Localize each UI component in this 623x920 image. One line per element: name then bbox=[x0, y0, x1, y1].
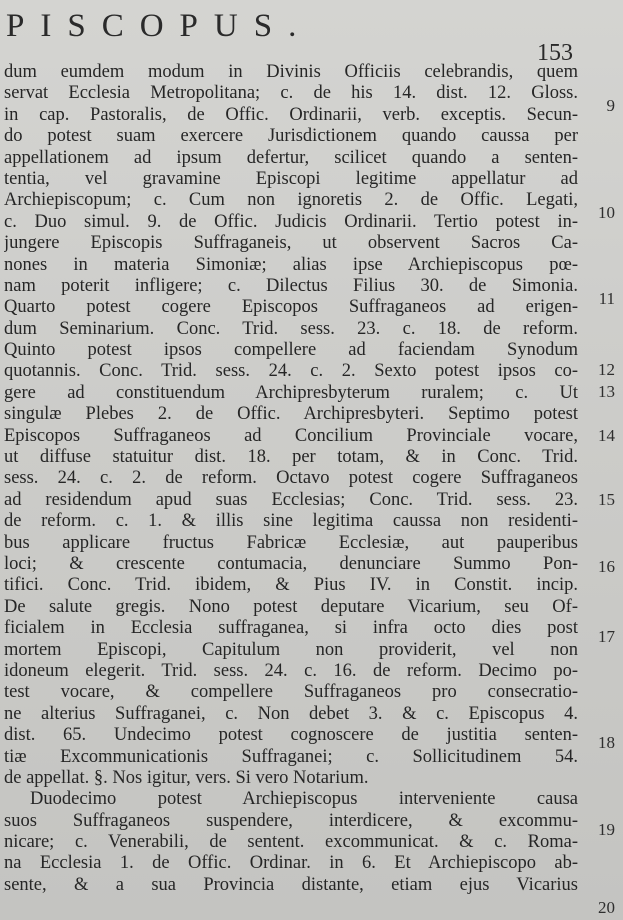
text-line: quotannis. Conc. Trid. sess. 24. c. 2. Sexto potest ipsos co- bbox=[4, 361, 578, 382]
text-line: in cap. Pastoralis, de Offic. Ordinarii, verb. exceptis. Secun- bbox=[4, 104, 578, 125]
text-line: loci; & crescente contumacia, denunciare Summo Pon- bbox=[4, 553, 578, 574]
text-line: de appellat. §. Nos igitur, vers. Si vero Notarium. bbox=[4, 767, 369, 788]
text-line: ad residendum apud suas Ecclesias; Conc. Trid. sess. 23. bbox=[4, 489, 578, 510]
text-line: jungere Episcopis Suffraganeis, ut observent Sacros Ca- bbox=[4, 233, 578, 254]
text-line: tifici. Conc. Trid. ibidem, & Pius IV. in Constit. incip. bbox=[4, 575, 578, 596]
text-line: Quarto potest cogere Episcopos Suffraganeos ad erigen- bbox=[4, 297, 578, 318]
text-line: De salute gregis. Nono potest deputare Vicarium, seu Of- bbox=[4, 596, 578, 617]
text-line: tiæ Excommunicationis Suffraganei; c. Sollicitudinem 54. bbox=[4, 746, 578, 767]
text-line: na Ecclesia 1. de Offic. Ordinar. in 6. Et Archiepiscopo ab- bbox=[4, 853, 578, 874]
text-line: sess. 24. c. 2. de reform. Octavo potest cogere Suffraganeos bbox=[4, 468, 578, 489]
text-line: nicare; c. Venerabili, de sentent. excommunicat. & c. Roma- bbox=[4, 832, 578, 853]
text-line: suos Suffraganeos suspendere, interdicere, & excommu- bbox=[4, 810, 578, 831]
text-line: idoneum elegerit. Trid. sess. 24. c. 16. de reform. Decimo po- bbox=[4, 660, 578, 681]
margin-number: 17 bbox=[598, 627, 615, 646]
text-line: tentia, vel gravamine Episcopi legitime appellatur ad bbox=[4, 168, 578, 189]
text-line: gere ad constituendum Archipresbyterum ruralem; c. Ut bbox=[4, 382, 578, 403]
text-line: ficialem in Ecclesia suffraganea, si infra octo dies post bbox=[4, 618, 578, 639]
margin-number: 14 bbox=[598, 426, 615, 445]
margin-number: 15 bbox=[598, 490, 615, 509]
text-line: Quinto potest ipsos compellere ad faciendam Synodum bbox=[4, 340, 578, 361]
margin-number: 9 bbox=[606, 96, 615, 115]
text-line: Duodecimo potest Archiepiscopus interveniente causa bbox=[30, 789, 578, 810]
margin-number: 10 bbox=[598, 203, 615, 222]
margin-number: 13 bbox=[598, 382, 615, 401]
text-line: dum eumdem modum in Divinis Officiis celebrandis, quem bbox=[4, 62, 578, 82]
margin-number: 16 bbox=[598, 557, 615, 576]
text-line: sente, & a sua Provincia distante, etiam ejus Vicarius bbox=[4, 874, 578, 895]
text-line: nones in materia Simoniæ; alias ipse Archiepiscopus pœ- bbox=[4, 254, 578, 275]
text-line: Episcopos Suffraganeos ad Concilium Provinciale vocare, bbox=[4, 425, 578, 446]
text-line: test vocare, & compellere Suffraganeos pro consecratio- bbox=[4, 682, 578, 703]
text-line: ne alterius Suffraganei, c. Non debet 3. & c. Episcopus 4. bbox=[4, 703, 578, 724]
margin-number: 18 bbox=[598, 733, 615, 752]
body-text bbox=[4, 62, 578, 896]
text-line: dist. 65. Undecimo potest cognoscere de justitia senten- bbox=[4, 725, 578, 746]
margin-number: 11 bbox=[598, 289, 615, 308]
margin-number: 19 bbox=[598, 820, 615, 839]
text-line: dum Seminarium. Conc. Trid. sess. 23. c. 18. de reform. bbox=[4, 318, 578, 339]
text-line: nam poterit infligere; c. Dilectus Filius 30. de Simonia. bbox=[4, 275, 578, 296]
text-line: do potest suam exercere Jurisdictionem quando caussa per bbox=[4, 126, 578, 147]
margin-number: 20 bbox=[598, 898, 615, 917]
text-line: bus applicare fructus Fabricæ Ecclesiæ, aut pauperibus bbox=[4, 532, 578, 553]
text-line: singulæ Plebes 2. de Offic. Archipresbyteri. Septimo potest bbox=[4, 404, 578, 425]
text-line: de reform. c. 1. & illis sine legitima caussa non residenti- bbox=[4, 511, 578, 532]
text-line: Archiepiscopum; c. Cum non ignoretis 2. de Offic. Legati, bbox=[4, 190, 578, 211]
page-number: 153 bbox=[537, 40, 573, 66]
text-line: c. Duo simul. 9. de Offic. Judicis Ordinarii. Tertio potest in- bbox=[4, 211, 578, 232]
text-line: mortem Episcopi, Capitulum non providerit, vel non bbox=[4, 639, 578, 660]
text-line: ut diffuse statuitur dist. 18. per totam, & in Conc. Trid. bbox=[4, 447, 578, 468]
text-line: servat Ecclesia Metropolitana; c. de his 14. dist. 12. Gloss. bbox=[4, 83, 578, 104]
margin-number: 12 bbox=[598, 360, 615, 379]
running-head: PISCOPUS. bbox=[6, 8, 313, 44]
text-line: appellationem ad ipsum defertur, scilicet quando a senten- bbox=[4, 147, 578, 168]
